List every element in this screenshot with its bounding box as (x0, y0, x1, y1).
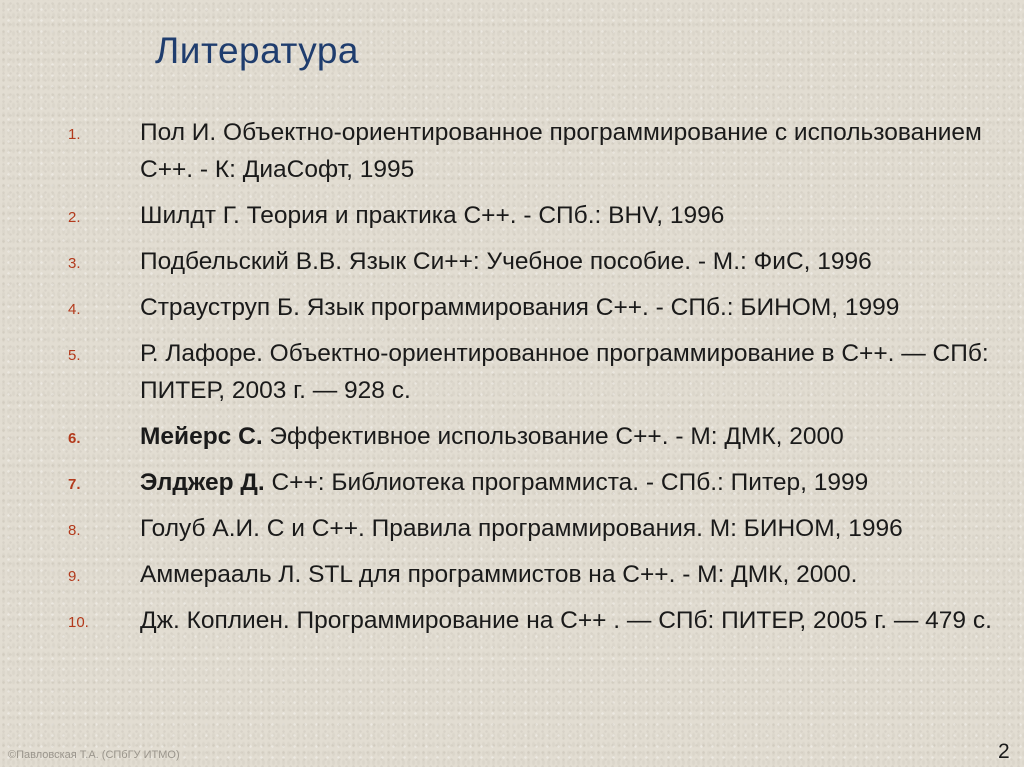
reference-text (140, 418, 1000, 455)
page-number: 2 (998, 740, 1010, 763)
reference-item-5 (0, 335, 1024, 409)
reference-number: 7. (68, 476, 81, 493)
reference-number: 9. (68, 568, 81, 585)
reference-text (140, 243, 1000, 280)
reference-text (140, 114, 1000, 188)
slide-title: Литература (155, 30, 360, 71)
reference-text (140, 197, 1000, 234)
reference-number: 8. (68, 522, 81, 539)
reference-number: 10. (68, 614, 89, 631)
reference-item-2 (0, 197, 1024, 234)
reference-number: 6. (68, 430, 81, 447)
reference-list (0, 114, 1024, 648)
reference-item-8 (0, 510, 1024, 547)
reference-text (140, 335, 1000, 409)
reference-item-4 (0, 289, 1024, 326)
reference-author: Мейерс С. (140, 423, 263, 450)
reference-body: Пол И. Объектно-ориентированное программирование с использованием С++. - К: ДиаСофт, 1995 (140, 119, 982, 183)
reference-item-1 (0, 114, 1024, 188)
reference-body: Эффективное использование С++. - М: ДМК, 2000 (262, 423, 844, 450)
reference-item-6 (0, 418, 1024, 455)
reference-author: Элджер Д. (140, 469, 265, 496)
reference-body: С++: Библиотека программиста. - СПб.: Питер, 1999 (264, 469, 869, 496)
reference-body: Р. Лафоре. Объектно-ориентированное программирование в С++. — СПб: ПИТЕР, 2003 г. — 928 с. (140, 340, 989, 404)
reference-text (140, 556, 1000, 593)
reference-number: 3. (68, 255, 81, 272)
footer-copyright: ©Павловская Т.А. (СПбГУ ИТМО) (8, 749, 180, 761)
reference-body: Дж. Коплиен. Программирование на С++ . — СПб: ПИТЕР, 2005 г. — 479 с. (140, 607, 992, 634)
reference-number: 4. (68, 301, 81, 318)
reference-text (140, 602, 1000, 639)
reference-text (140, 510, 1000, 547)
reference-item-3 (0, 243, 1024, 280)
reference-body: Аммерааль Л. STL для программистов на С++. - М: ДМК, 2000. (140, 561, 858, 588)
reference-body: Страуструп Б. Язык программирования С++. - СПб.: БИНОМ, 1999 (140, 294, 900, 321)
reference-body: Шилдт Г. Теория и практика С++. - СПб.: BHV, 1996 (140, 202, 725, 229)
reference-body: Подбельский В.В. Язык Си++: Учебное пособие. - М.: ФиС, 1996 (140, 248, 872, 275)
reference-item-9 (0, 556, 1024, 593)
reference-body: Голуб А.И. С и С++. Правила программирования. М: БИНОМ, 1996 (140, 515, 903, 542)
reference-item-10 (0, 602, 1024, 639)
reference-text (140, 464, 1000, 501)
reference-number: 5. (68, 347, 81, 364)
reference-number: 1. (68, 126, 81, 143)
reference-text (140, 289, 1000, 326)
reference-item-7 (0, 464, 1024, 501)
reference-number: 2. (68, 209, 81, 226)
